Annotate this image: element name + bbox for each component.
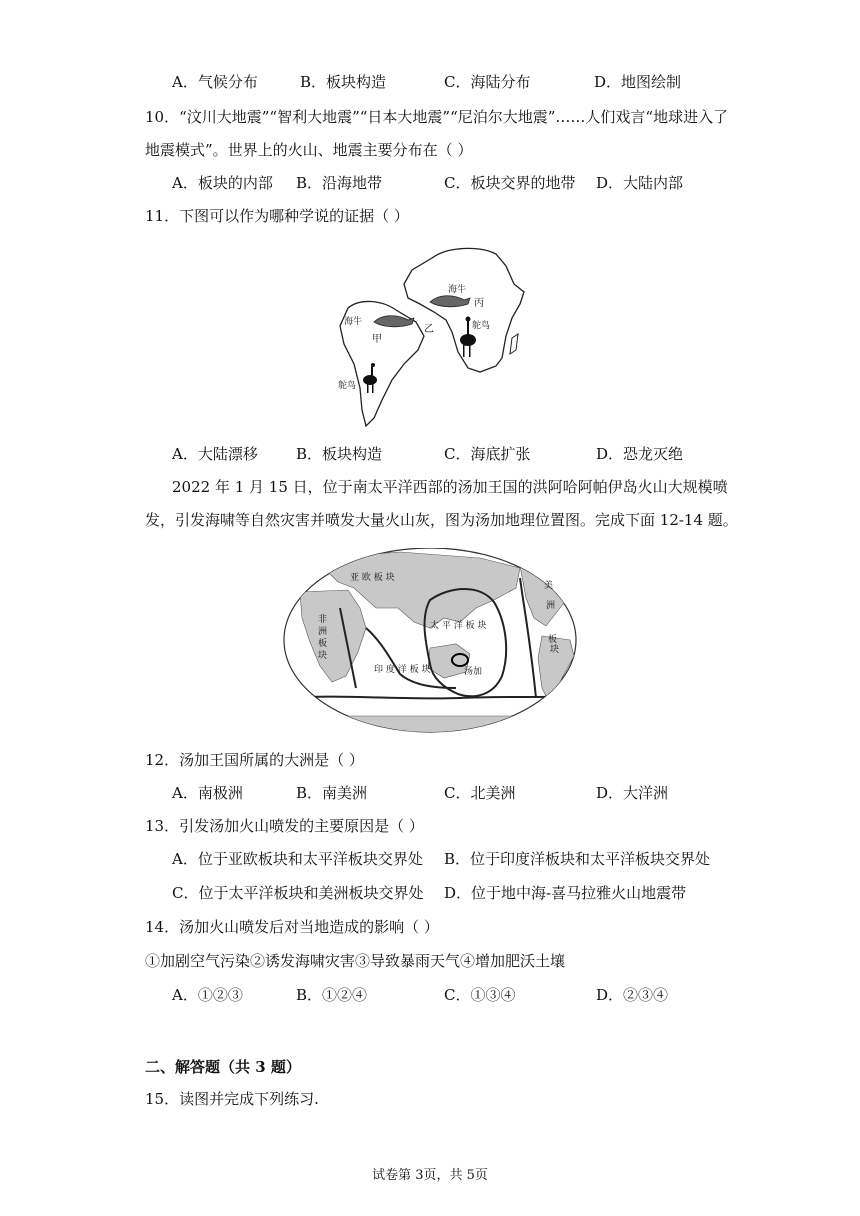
q13-stem: 13．引发汤加火山喷发的主要原因是（ ） bbox=[145, 817, 424, 835]
q13-option-d: D．位于地中海-喜马拉雅火山地震带 bbox=[444, 884, 687, 902]
q12-option-b: B．南美洲 bbox=[296, 784, 368, 802]
tonga-plate-map bbox=[280, 548, 580, 738]
label-bing: 丙 bbox=[474, 298, 484, 309]
passage-line1: 2022 年 1 月 15 日，位于南太平洋西部的汤加王国的洪阿哈阿帕伊岛火山大规模喷 bbox=[172, 478, 728, 496]
q12-option-a: A．南极洲 bbox=[172, 784, 243, 802]
q14-stem: 14．汤加火山喷发后对当地造成的影响（ ） bbox=[145, 918, 439, 936]
q11-stem: 11．下图可以作为哪种学说的证据（ ） bbox=[145, 207, 409, 225]
q14-option-b: B．①②④ bbox=[296, 986, 368, 1004]
q9-option-b: B．板块构造 bbox=[300, 73, 387, 91]
label-ostrich-sa: 鸵鸟 bbox=[338, 381, 357, 391]
q13-option-c: C．位于太平洋板块和美洲板块交界处 bbox=[172, 884, 424, 902]
label-africa-4: 块 bbox=[318, 651, 328, 661]
q9-option-c: C．海陆分布 bbox=[444, 73, 531, 91]
section-2-title: 二、解答题（共 3 题） bbox=[145, 1058, 301, 1076]
label-africa-3: 板 bbox=[318, 639, 328, 649]
q10-option-a: A．板块的内部 bbox=[172, 174, 273, 192]
label-tonga: 汤加 bbox=[464, 667, 483, 677]
label-indian-plate: 印 度 洋 板 块 bbox=[374, 665, 431, 675]
continent-fit-figure bbox=[330, 240, 530, 430]
q9-option-a: A．气候分布 bbox=[172, 73, 258, 91]
q11-option-d: D．恐龙灭绝 bbox=[596, 445, 684, 463]
label-pacific-plate: 太 平 洋 板 块 bbox=[430, 621, 487, 631]
q12-stem: 12．汤加王国所属的大洲是（ ） bbox=[145, 751, 364, 769]
q10-option-d: D．大陆内部 bbox=[596, 174, 684, 192]
q14-statements: ①加剧空气污染②诱发海啸灾害③导致暴雨天气④增加肥沃土壤 bbox=[145, 952, 566, 970]
q11-option-b: B．板块构造 bbox=[296, 445, 383, 463]
q10-option-b: B．沿海地带 bbox=[296, 174, 383, 192]
q10-stem-line2: 地震模式”。世界上的火山、地震主要分布在（ ） bbox=[145, 141, 473, 159]
label-manatee-af: 海牛 bbox=[448, 285, 467, 295]
label-america-4: 块 bbox=[550, 645, 560, 655]
label-america-3: 板 bbox=[548, 635, 558, 645]
q12-option-c: C．北美洲 bbox=[444, 784, 516, 802]
antarctica-landmass bbox=[290, 716, 570, 738]
q14-option-d: D．②③④ bbox=[596, 986, 669, 1004]
q11-option-a: A．大陆漂移 bbox=[172, 445, 258, 463]
q12-option-d: D．大洋洲 bbox=[596, 784, 669, 802]
label-manatee-sa: 海牛 bbox=[344, 317, 363, 327]
label-eurasian-plate: 亚 欧 板 块 bbox=[350, 573, 395, 583]
label-yi: 乙 bbox=[424, 324, 434, 335]
page-footer: 试卷第 3页，共 5页 bbox=[372, 1168, 488, 1183]
label-africa-2: 洲 bbox=[318, 627, 328, 637]
q14-option-c: C．①③④ bbox=[444, 986, 516, 1004]
q11-option-c: C．海底扩张 bbox=[444, 445, 531, 463]
madagascar-outline bbox=[510, 334, 518, 354]
label-ostrich-af: 鸵鸟 bbox=[472, 321, 491, 331]
label-america-1: 美 bbox=[544, 581, 554, 591]
q9-option-d: D．地图绘制 bbox=[594, 73, 682, 91]
q15-stem: 15．读图并完成下列练习. bbox=[145, 1090, 319, 1108]
label-jia: 甲 bbox=[372, 334, 382, 345]
q10-option-c: C．板块交界的地带 bbox=[444, 174, 576, 192]
q13-option-a: A．位于亚欧板块和太平洋板块交界处 bbox=[172, 850, 423, 868]
q14-option-a: A．①②③ bbox=[172, 986, 243, 1004]
q13-option-b: B．位于印度洋板块和太平洋板块交界处 bbox=[444, 850, 711, 868]
q10-stem-line1: 10．“汶川大地震”“智利大地震”“日本大地震”“尼泊尔大地震”……人们戏言“地球进入了 bbox=[145, 108, 729, 126]
passage-line2: 发，引发海啸等自然灾害并喷发大量火山灰，图为汤加地理位置图。完成下面 12-14 题。 bbox=[145, 511, 738, 529]
label-america-2: 洲 bbox=[546, 601, 556, 611]
label-africa-1: 非 bbox=[318, 615, 328, 625]
